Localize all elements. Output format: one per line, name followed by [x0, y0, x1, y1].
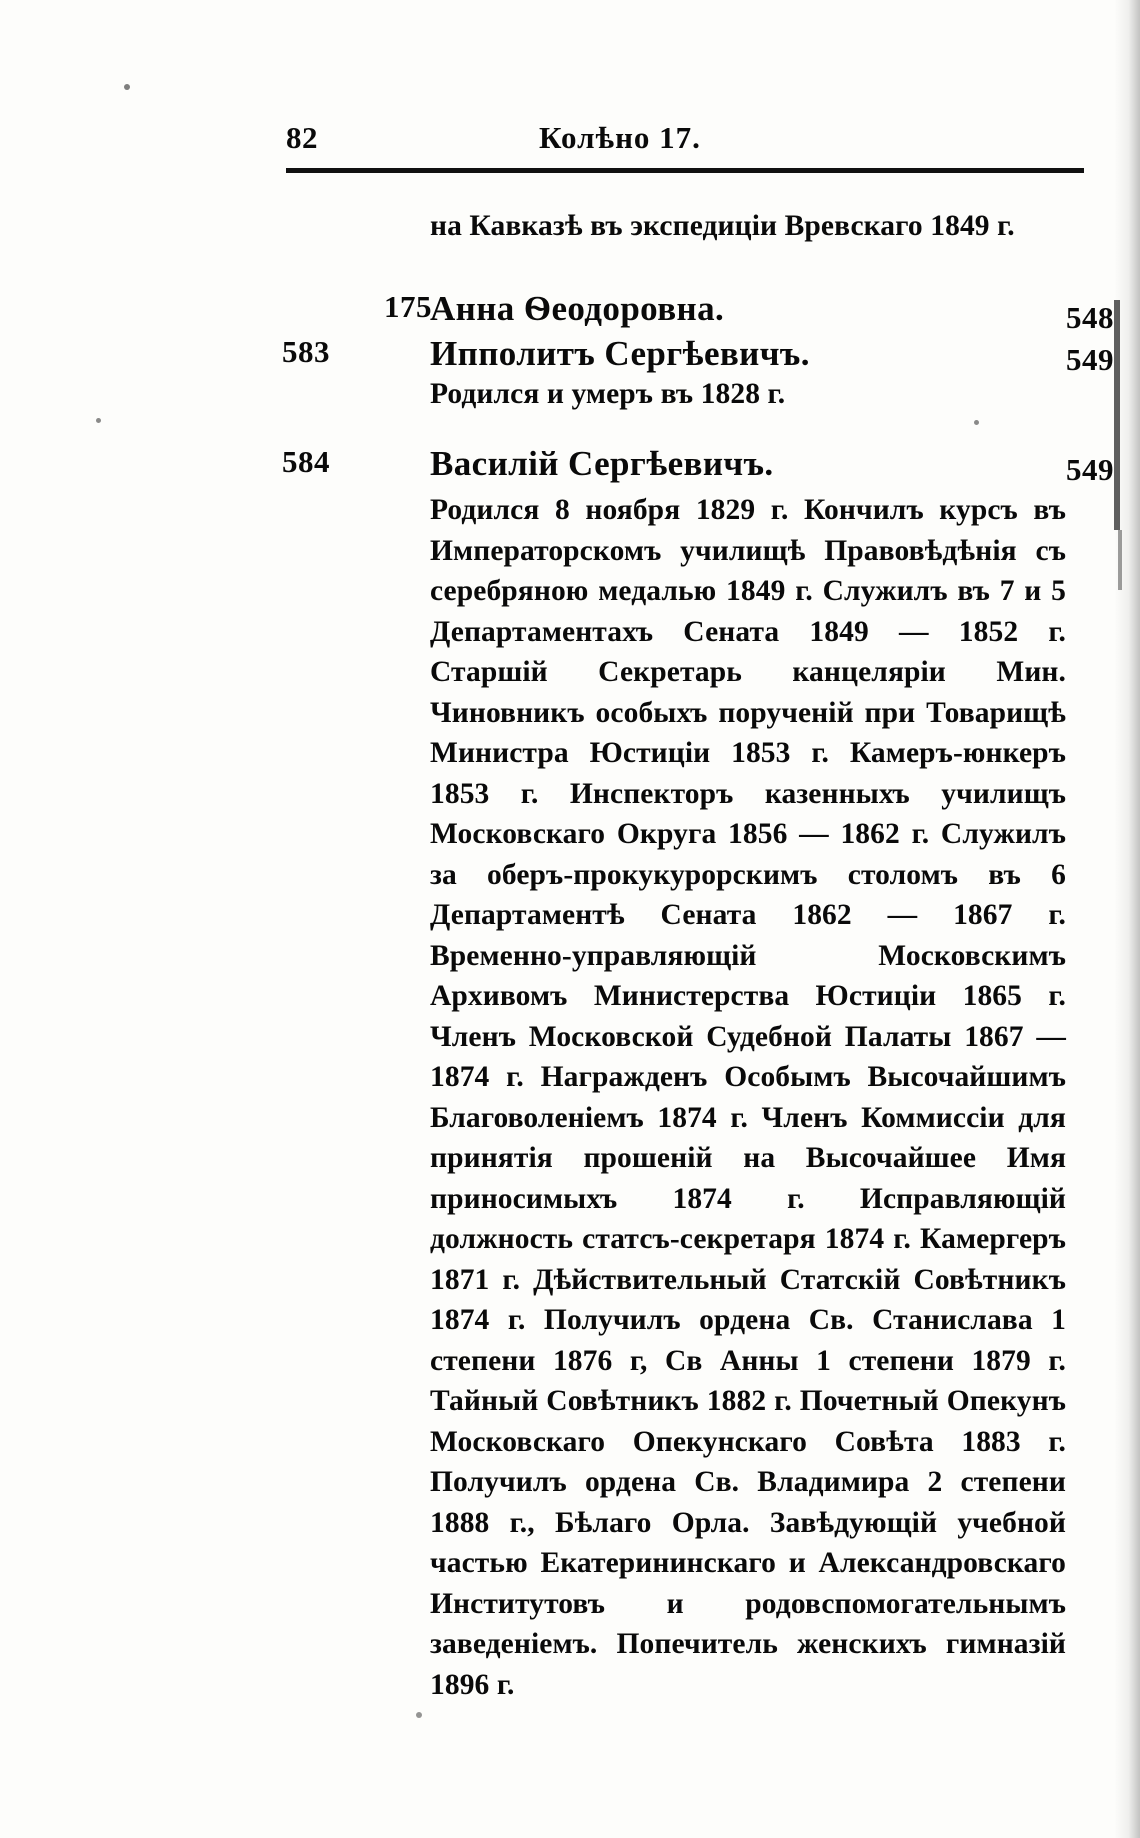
entry-name-anna: Анна Ѳеодоровна. [430, 289, 725, 328]
scan-speck [974, 420, 979, 425]
scan-artifact [1118, 530, 1122, 590]
entry-name-ippolit: Ипполитъ Сергѣевичъ. [430, 334, 810, 373]
page-number: 82 [286, 120, 318, 155]
entry-body-vasiliy: Родился 8 ноября 1829 г. Кончилъ курсъ въ Императорскомъ училищѣ Правовѣдѣнія съ серебряною медалью 1849 г. Служилъ въ 7 и 5 Департаментахъ Сената 1849 — 1852 г. Старшій Секретарь канцеляріи Мин. Чиновникъ особыхъ порученій при Товарищѣ Министра Юстиціи 1853 г. Камеръ-юнкеръ 1853 г. Инспекторъ казенныхъ училищъ Московскаго Округа 1856 — 1862 г. Служилъ за оберъ-прокукурорскимъ столомъ въ 6 Департаментѣ Сената 1862 — 1867 г. Временно-управляющій Московскимъ Архивомъ Министерства Юстиціи 1865 г. Членъ Московской Судебной Палаты 1867 — 1874 г. Награжденъ Особымъ Высочайшимъ Благоволеніемъ 1874 г. Членъ Коммиссіи для принятія прошеній на Высочайшее Имя приносимыхъ 1874 г. Исправляющій должность статсъ-секретаря 1874 г. Камергеръ 1871 г. Дѣйствительный Статскій Совѣтникъ 1874 г. Получилъ ордена Св. Станислава 1 степени 1876 г, Св Анны 1 степени 1879 г. Тайный Совѣтникъ 1882 г. Почетный Опекунъ Московскаго Опекунскаго Совѣта 1883 г. Получилъ ордена Св. Владимира 2 степени 1888 г., Бѣлаго Орла. Завѣдующій учебной частью Екатерининскаго и Александровскаго Институтовъ и родовспомогательнымъ заведеніемъ. Попечитель женскихъ гимназій 1896 г. [430, 494, 1066, 1701]
entry-right-number: 548 [1066, 300, 1114, 335]
entry-right-number: 549 [1066, 342, 1114, 377]
entry-right-number: 549 [1066, 452, 1114, 487]
entry-body-ippolit: Родился и умеръ въ 1828 г. [430, 378, 786, 410]
scan-speck [416, 1712, 422, 1718]
entry-left-number: 583 [282, 334, 330, 369]
continued-paragraph: на Кавказѣ въ экспедиціи Вревскаго 1849 г. [430, 210, 1015, 242]
scan-speck [124, 84, 130, 90]
entry-left-number: 584 [282, 444, 330, 479]
scan-edge-shadow [1114, 0, 1140, 1838]
entry-name-vasiliy: Василій Сергѣевичъ. [430, 444, 774, 483]
running-title: Колѣно 17. [539, 120, 701, 155]
header-rule [286, 168, 1084, 173]
scan-artifact [1114, 300, 1120, 530]
page-header [0, 120, 1100, 166]
scan-speck [96, 418, 101, 423]
entry-left-number: 175 [384, 289, 432, 324]
